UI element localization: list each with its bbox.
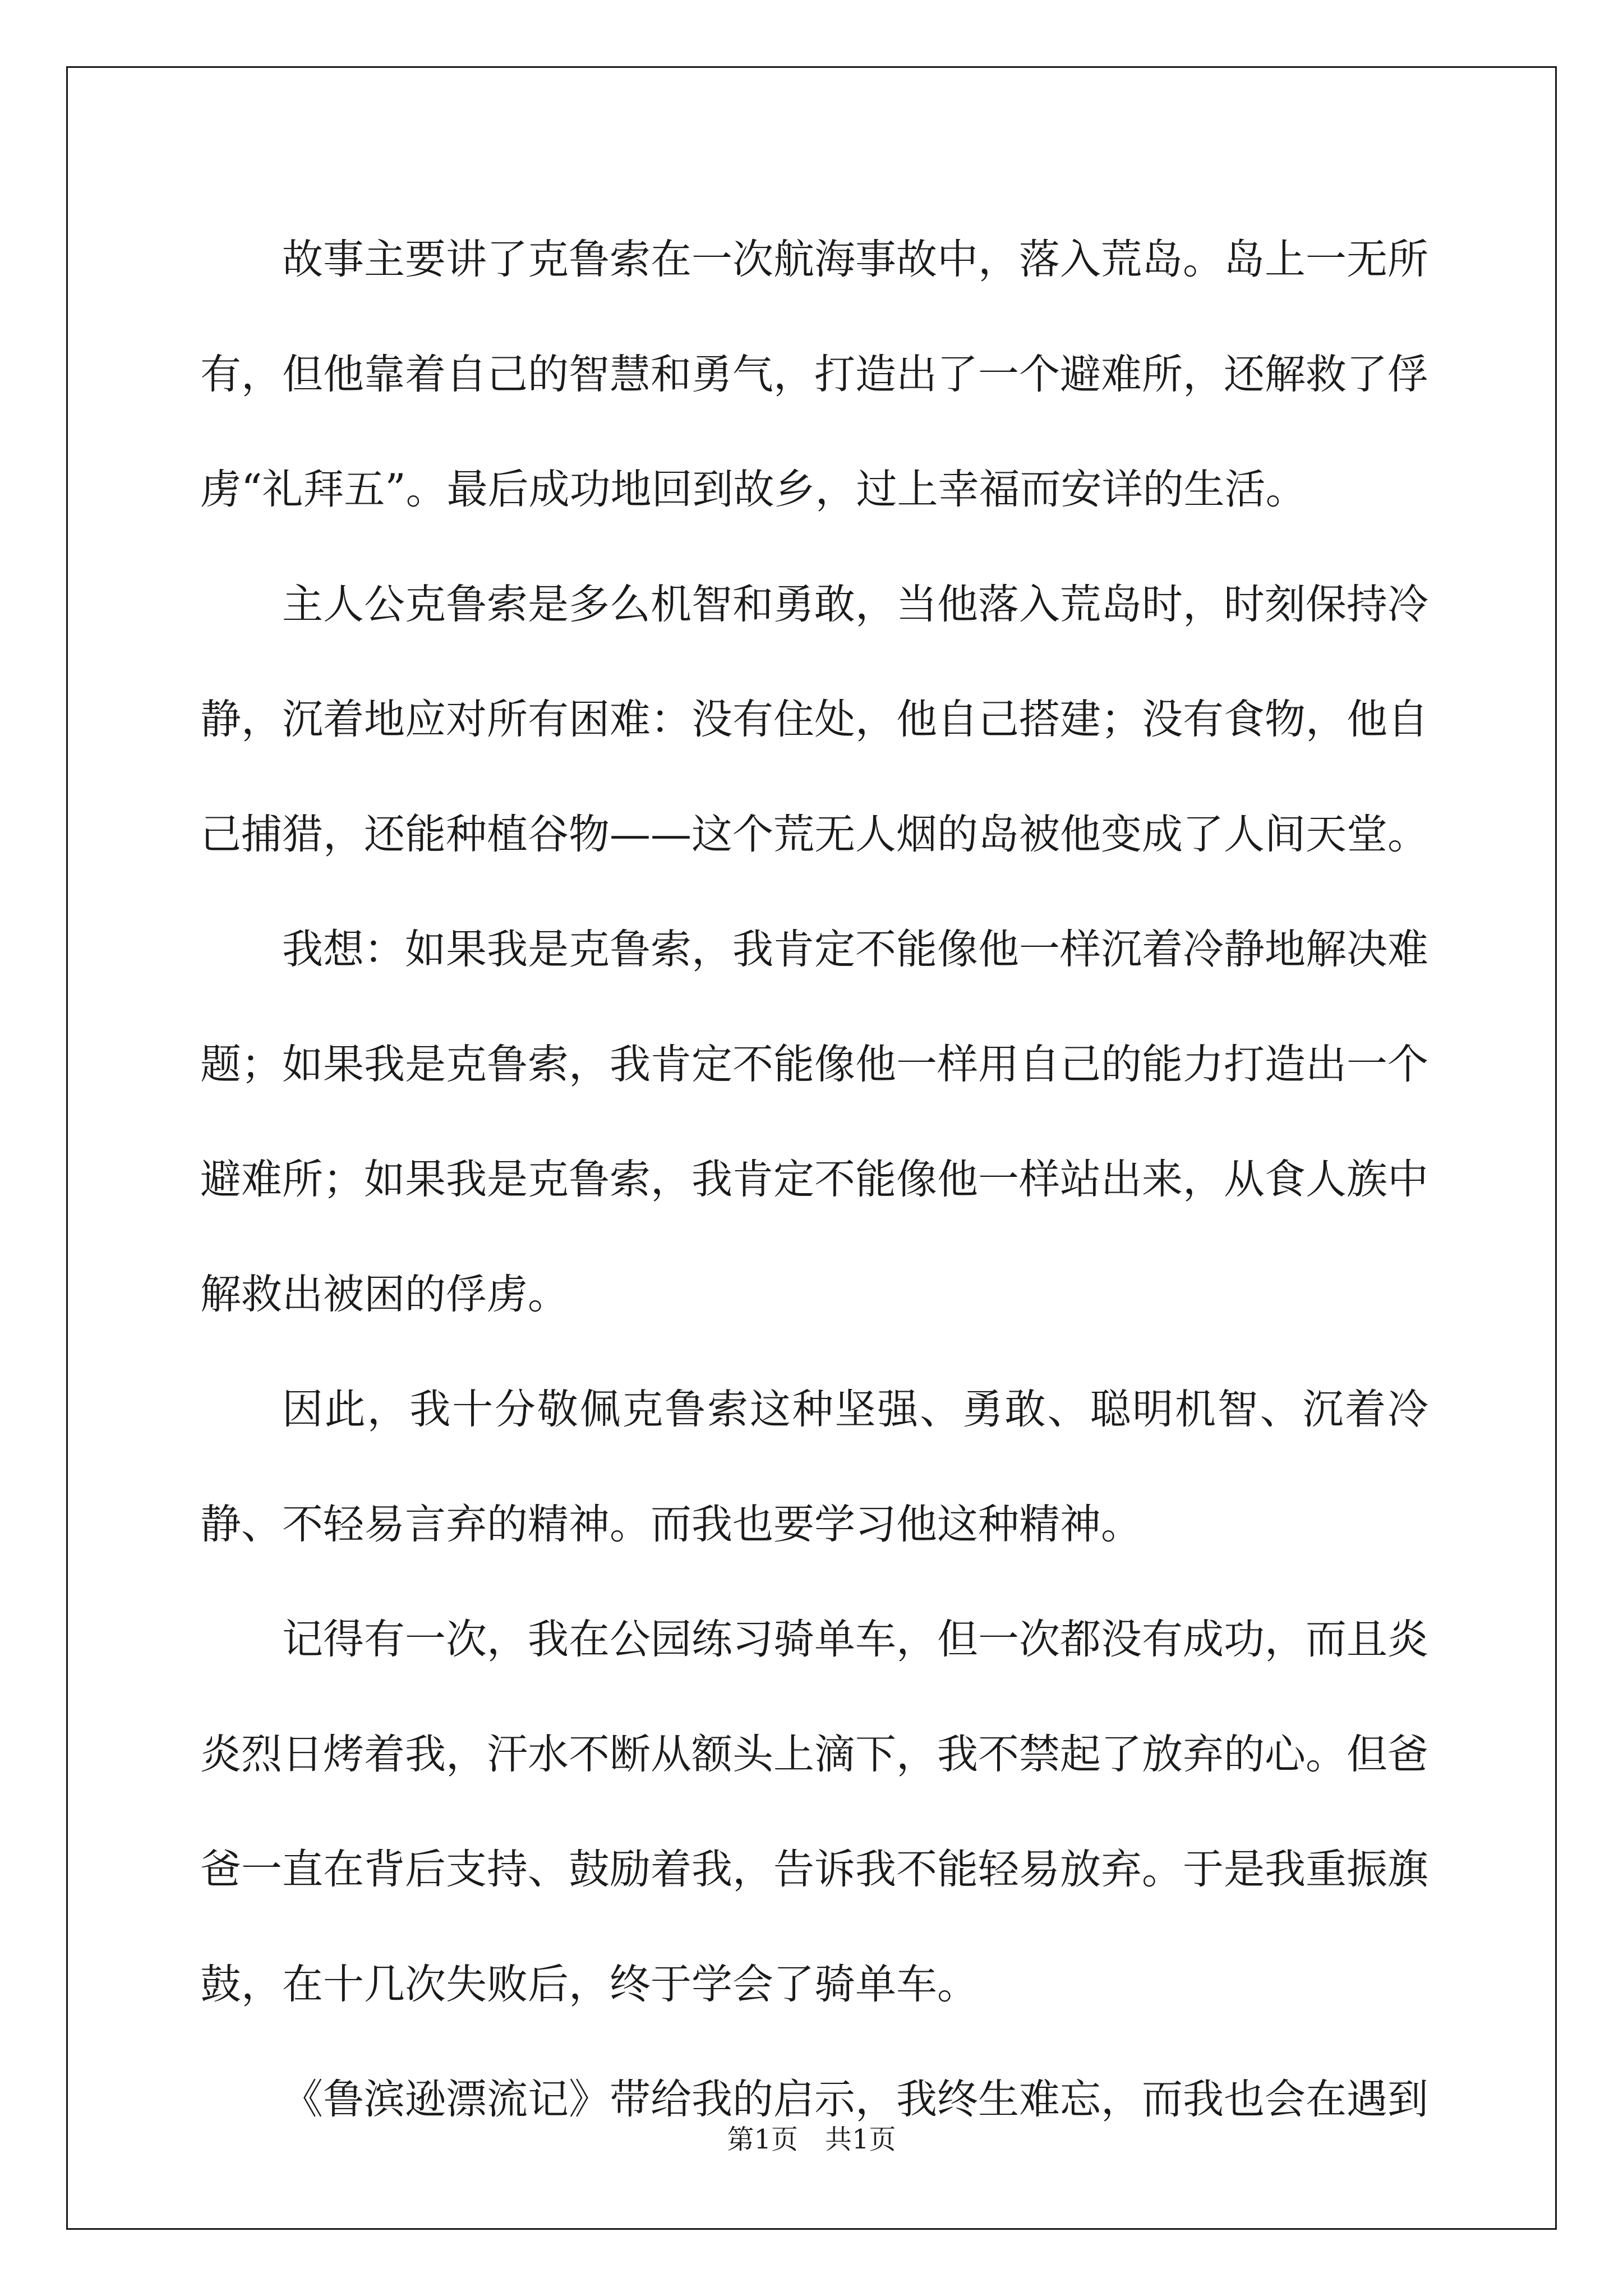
document-body: [200, 202, 1428, 2157]
paragraph-6: 《鲁滨逊漂流记》带给我的启示，我终生难忘，而我也会在遇到: [282, 2076, 1428, 2123]
paragraph-1: 故事主要讲了克鲁索在一次航海事故中，落入荒岛。岛上一无所有，但他靠着自己的智慧和勇气，打造出了一个避难所，还解救了俘虏“礼拜五”。最后成功地回到故乡，过上幸福而安详的生活。: [200, 236, 1428, 513]
total-pages: 共1页: [825, 2124, 896, 2155]
paragraph-2: 主人公克鲁索是多么机智和勇敢，当他落入荒岛时，时刻保持冷静，沉着地应对所有困难：没有住处，他自己搭建；没有食物，他自己捕猎，还能种植谷物——这个荒无人烟的岛被他变成了人间天堂。: [200, 581, 1428, 858]
paragraph-4: 因此，我十分敬佩克鲁索这种坚强、勇敢、聪明机智、沉着冷静、不轻易言弃的精神。而我也要学习他这种精神。: [200, 1386, 1428, 1548]
page-footer: [0, 2123, 1623, 2156]
page-number: 第1页: [727, 2124, 798, 2155]
paragraph-5: 记得有一次，我在公园练习骑单车，但一次都没有成功，而且炎炎烈日烤着我，汗水不断从额头上滴下，我不禁起了放弃的心。但爸爸一直在背后支持、鼓励着我，告诉我不能轻易放弃。于是我重振旗鼓，在十几次失败后，终于学会了骑单车。: [200, 1616, 1428, 2008]
paragraph-3: 我想：如果我是克鲁索，我肯定不能像他一样沉着冷静地解决难题；如果我是克鲁索，我肯定不能像他一样用自己的能力打造出一个避难所；如果我是克鲁索，我肯定不能像他一样站出来，从食人族中解救出被困的俘虏。: [200, 926, 1428, 1318]
